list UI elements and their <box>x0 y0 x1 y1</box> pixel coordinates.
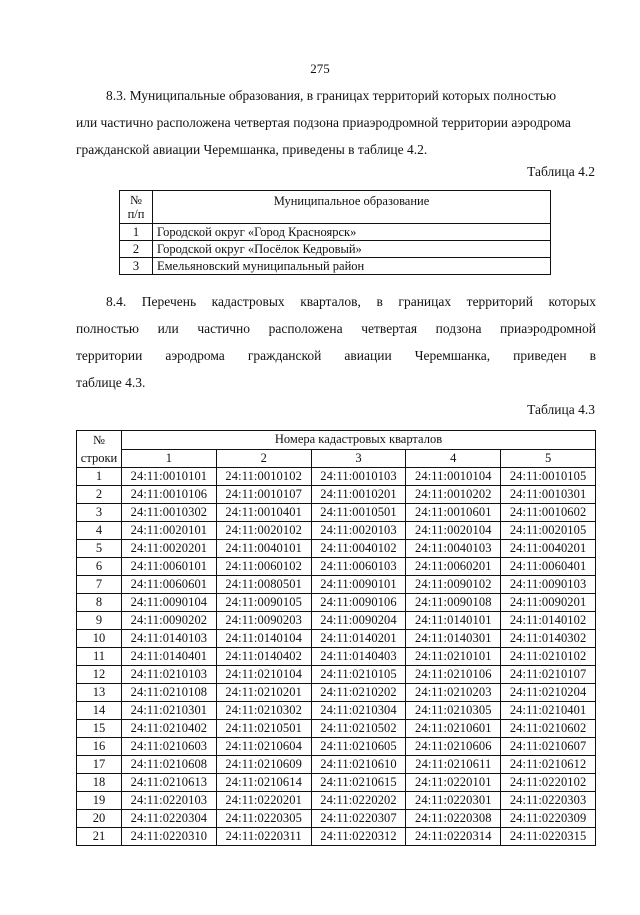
cadastral-code-cell: 24:11:0090203 <box>216 612 311 630</box>
header-row-number-cell <box>77 431 122 468</box>
cadastral-code-cell: 24:11:0010601 <box>406 504 501 522</box>
row-number: 3 <box>120 258 153 275</box>
cadastral-code-cell: 24:11:0220101 <box>406 774 501 792</box>
row-number: 4 <box>77 522 122 540</box>
cadastral-code-cell: 24:11:0060103 <box>311 558 406 576</box>
table-row <box>77 576 596 594</box>
cadastral-code-cell: 24:11:0080501 <box>216 576 311 594</box>
cadastral-code-cell: 24:11:0020104 <box>406 522 501 540</box>
cadastral-code-cell: 24:11:0210203 <box>406 684 501 702</box>
table-row <box>77 594 596 612</box>
table-header-row <box>120 191 551 224</box>
cadastral-code-cell: 24:11:0010107 <box>216 486 311 504</box>
column-header: 4 <box>406 449 501 468</box>
header-number-sublabel: п/п <box>127 207 145 221</box>
cadastral-code-cell: 24:11:0220103 <box>122 792 217 810</box>
cadastral-code-cell: 24:11:0060401 <box>501 558 596 576</box>
cadastral-code-cell: 24:11:0220312 <box>311 828 406 846</box>
table-row <box>77 504 596 522</box>
cadastral-code-cell: 24:11:0010501 <box>311 504 406 522</box>
cadastral-code-cell: 24:11:0090103 <box>501 576 596 594</box>
cadastral-code-cell: 24:11:0210302 <box>216 702 311 720</box>
cadastral-code-cell: 24:11:0210202 <box>311 684 406 702</box>
cadastral-code-cell: 24:11:0210107 <box>501 666 596 684</box>
cadastral-code-cell: 24:11:0210103 <box>122 666 217 684</box>
cadastral-code-cell: 24:11:0090108 <box>406 594 501 612</box>
header-name-cell: Муниципальное образование <box>153 191 551 224</box>
cadastral-code-cell: 24:11:0220102 <box>501 774 596 792</box>
row-number: 20 <box>77 810 122 828</box>
cadastral-code-cell: 24:11:0040102 <box>311 540 406 558</box>
cadastral-code-cell: 24:11:0210105 <box>311 666 406 684</box>
cadastral-code-cell: 24:11:0010102 <box>216 468 311 486</box>
cadastral-code-cell: 24:11:0210615 <box>311 774 406 792</box>
cadastral-code-cell: 24:11:0210611 <box>406 756 501 774</box>
paragraph-line: гражданской авиации Черемшанка, приведены в таблице 4.2. <box>76 142 428 157</box>
row-number: 11 <box>77 648 122 666</box>
cadastral-code-cell: 24:11:0060601 <box>122 576 217 594</box>
cadastral-code-cell: 24:11:0210614 <box>216 774 311 792</box>
municipality-name: Городской округ «Посёлок Кедровый» <box>153 241 551 258</box>
table-row <box>77 648 596 666</box>
cadastral-code-cell: 24:11:0220310 <box>122 828 217 846</box>
cadastral-code-cell: 24:11:0210401 <box>501 702 596 720</box>
cadastral-code-cell: 24:11:0210613 <box>122 774 217 792</box>
cadastral-code-cell: 24:11:0210201 <box>216 684 311 702</box>
cadastral-code-cell: 24:11:0140104 <box>216 630 311 648</box>
cadastral-code-cell: 24:11:0220308 <box>406 810 501 828</box>
cadastral-code-cell: 24:11:0220314 <box>406 828 501 846</box>
cadastral-code-cell: 24:11:0220309 <box>501 810 596 828</box>
row-number: 9 <box>77 612 122 630</box>
cadastral-code-cell: 24:11:0010201 <box>311 486 406 504</box>
paragraph-line: или частично расположена четвертая подзона приаэродромной территории аэродрома <box>76 115 571 130</box>
cadastral-code-cell: 24:11:0010401 <box>216 504 311 522</box>
cadastral-code-cell: 24:11:0140401 <box>122 648 217 666</box>
row-number: 1 <box>77 468 122 486</box>
cadastral-code-cell: 24:11:0210305 <box>406 702 501 720</box>
table-row <box>77 756 596 774</box>
row-number: 21 <box>77 828 122 846</box>
table-row <box>77 828 596 846</box>
paragraph-line: 8.4. Перечень кадастровых кварталов, в границах территорий которых <box>106 294 596 309</box>
paragraph-line: полностью или частично расположена четвертая подзона приаэродромной <box>76 321 596 336</box>
cadastral-code-cell: 24:11:0210604 <box>216 738 311 756</box>
table-row <box>77 468 596 486</box>
header-number-cell <box>120 191 153 224</box>
table-row <box>77 810 596 828</box>
header-row-number-label: № <box>93 433 105 447</box>
cadastral-code-cell: 24:11:0060102 <box>216 558 311 576</box>
column-header: 1 <box>122 449 217 468</box>
cadastral-code-cell: 24:11:0210301 <box>122 702 217 720</box>
cadastral-code-cell: 24:11:0220311 <box>216 828 311 846</box>
table-row <box>77 630 596 648</box>
cadastral-code-cell: 24:11:0210204 <box>501 684 596 702</box>
cadastral-code-cell: 24:11:0020103 <box>311 522 406 540</box>
cadastral-code-cell: 24:11:0220307 <box>311 810 406 828</box>
cadastral-code-cell: 24:11:0210304 <box>311 702 406 720</box>
table-row <box>120 258 551 275</box>
cadastral-code-cell: 24:11:0010602 <box>501 504 596 522</box>
cadastral-code-cell: 24:11:0220202 <box>311 792 406 810</box>
table-subheader-row <box>77 449 596 468</box>
cadastral-code-cell: 24:11:0210606 <box>406 738 501 756</box>
cadastral-code-cell: 24:11:0210605 <box>311 738 406 756</box>
cadastral-code-cell: 24:11:0020101 <box>122 522 217 540</box>
cadastral-code-cell: 24:11:0010106 <box>122 486 217 504</box>
cadastral-code-cell: 24:11:0090201 <box>501 594 596 612</box>
cadastral-code-cell: 24:11:0210106 <box>406 666 501 684</box>
cadastral-code-cell: 24:11:0010103 <box>311 468 406 486</box>
cadastral-code-cell: 24:11:0210609 <box>216 756 311 774</box>
row-number: 14 <box>77 702 122 720</box>
row-number: 15 <box>77 720 122 738</box>
row-number: 13 <box>77 684 122 702</box>
table-row <box>77 684 596 702</box>
cadastral-code-cell: 24:11:0210402 <box>122 720 217 738</box>
row-number: 16 <box>77 738 122 756</box>
section-8-3-paragraph <box>76 82 596 163</box>
column-header: 2 <box>216 449 311 468</box>
table-row <box>77 522 596 540</box>
cadastral-code-cell: 24:11:0090105 <box>216 594 311 612</box>
cadastral-code-cell: 24:11:0140301 <box>406 630 501 648</box>
cadastral-code-cell: 24:11:0090202 <box>122 612 217 630</box>
cadastral-code-cell: 24:11:0020201 <box>122 540 217 558</box>
table-4-2-caption: Таблица 4.2 <box>527 164 595 179</box>
table-4-3 <box>76 430 596 846</box>
cadastral-code-cell: 24:11:0040103 <box>406 540 501 558</box>
cadastral-code-cell: 24:11:0210612 <box>501 756 596 774</box>
cadastral-code-cell: 24:11:0210101 <box>406 648 501 666</box>
table-header-row <box>77 431 596 450</box>
cadastral-code-cell: 24:11:0210607 <box>501 738 596 756</box>
cadastral-code-cell: 24:11:0210602 <box>501 720 596 738</box>
section-8-4-paragraph <box>76 288 596 396</box>
cadastral-code-cell: 24:11:0090106 <box>311 594 406 612</box>
cadastral-code-cell: 24:11:0040101 <box>216 540 311 558</box>
row-number: 2 <box>120 241 153 258</box>
cadastral-code-cell: 24:11:0140302 <box>501 630 596 648</box>
cadastral-code-cell: 24:11:0060101 <box>122 558 217 576</box>
cadastral-code-cell: 24:11:0010301 <box>501 486 596 504</box>
table-row <box>77 702 596 720</box>
row-number: 5 <box>77 540 122 558</box>
table-row <box>77 486 596 504</box>
cadastral-code-cell: 24:11:0010302 <box>122 504 217 522</box>
table-row <box>77 666 596 684</box>
cadastral-code-cell: 24:11:0210108 <box>122 684 217 702</box>
paragraph-line: таблице 4.3. <box>76 375 146 390</box>
header-group-cell: Номера кадастровых кварталов <box>122 431 596 450</box>
paragraph-line: 8.3. Муниципальные образования, в границах территорий которых полностью <box>106 88 557 103</box>
table-row <box>77 612 596 630</box>
cadastral-code-cell: 24:11:0220305 <box>216 810 311 828</box>
cadastral-code-cell: 24:11:0140403 <box>311 648 406 666</box>
row-number: 1 <box>120 224 153 241</box>
cadastral-code-cell: 24:11:0210603 <box>122 738 217 756</box>
row-number: 12 <box>77 666 122 684</box>
cadastral-code-cell: 24:11:0220315 <box>501 828 596 846</box>
header-row-number-sublabel: строки <box>80 451 118 465</box>
cadastral-code-cell: 24:11:0210608 <box>122 756 217 774</box>
cadastral-code-cell: 24:11:0010101 <box>122 468 217 486</box>
cadastral-code-cell: 24:11:0210610 <box>311 756 406 774</box>
row-number: 7 <box>77 576 122 594</box>
cadastral-code-cell: 24:11:0010104 <box>406 468 501 486</box>
cadastral-code-cell: 24:11:0010105 <box>501 468 596 486</box>
municipality-name: Городской округ «Город Красноярск» <box>153 224 551 241</box>
cadastral-code-cell: 24:11:0020105 <box>501 522 596 540</box>
row-number: 8 <box>77 594 122 612</box>
cadastral-code-cell: 24:11:0060201 <box>406 558 501 576</box>
row-number: 18 <box>77 774 122 792</box>
table-row <box>77 558 596 576</box>
table-row <box>77 720 596 738</box>
column-header: 3 <box>311 449 406 468</box>
row-number: 6 <box>77 558 122 576</box>
cadastral-code-cell: 24:11:0210502 <box>311 720 406 738</box>
cadastral-code-cell: 24:11:0220201 <box>216 792 311 810</box>
table-row <box>77 774 596 792</box>
table-row <box>120 241 551 258</box>
cadastral-code-cell: 24:11:0140102 <box>501 612 596 630</box>
cadastral-code-cell: 24:11:0220301 <box>406 792 501 810</box>
row-number: 3 <box>77 504 122 522</box>
paragraph-line: территории аэродрома гражданской авиации Черемшанка, приведен в <box>76 348 596 363</box>
row-number: 10 <box>77 630 122 648</box>
cadastral-code-cell: 24:11:0140101 <box>406 612 501 630</box>
cadastral-code-cell: 24:11:0090102 <box>406 576 501 594</box>
cadastral-code-cell: 24:11:0040201 <box>501 540 596 558</box>
cadastral-code-cell: 24:11:0090104 <box>122 594 217 612</box>
table-row <box>77 738 596 756</box>
table-4-3-caption: Таблица 4.3 <box>527 402 595 417</box>
header-number-label: № <box>130 193 142 207</box>
cadastral-code-cell: 24:11:0210501 <box>216 720 311 738</box>
municipality-name: Емельяновский муниципальный район <box>153 258 551 275</box>
cadastral-code-cell: 24:11:0020102 <box>216 522 311 540</box>
cadastral-code-cell: 24:11:0140103 <box>122 630 217 648</box>
cadastral-code-cell: 24:11:0210601 <box>406 720 501 738</box>
cadastral-code-cell: 24:11:0220303 <box>501 792 596 810</box>
table-row <box>120 224 551 241</box>
table-row <box>77 792 596 810</box>
cadastral-code-cell: 24:11:0210104 <box>216 666 311 684</box>
column-header: 5 <box>501 449 596 468</box>
cadastral-code-cell: 24:11:0010202 <box>406 486 501 504</box>
table-4-2 <box>119 190 551 275</box>
page-number: 275 <box>310 61 330 76</box>
cadastral-code-cell: 24:11:0140402 <box>216 648 311 666</box>
row-number: 19 <box>77 792 122 810</box>
cadastral-code-cell: 24:11:0220304 <box>122 810 217 828</box>
cadastral-code-cell: 24:11:0140201 <box>311 630 406 648</box>
table-row <box>77 540 596 558</box>
cadastral-code-cell: 24:11:0090204 <box>311 612 406 630</box>
cadastral-code-cell: 24:11:0210102 <box>501 648 596 666</box>
row-number: 2 <box>77 486 122 504</box>
row-number: 17 <box>77 756 122 774</box>
cadastral-code-cell: 24:11:0090101 <box>311 576 406 594</box>
